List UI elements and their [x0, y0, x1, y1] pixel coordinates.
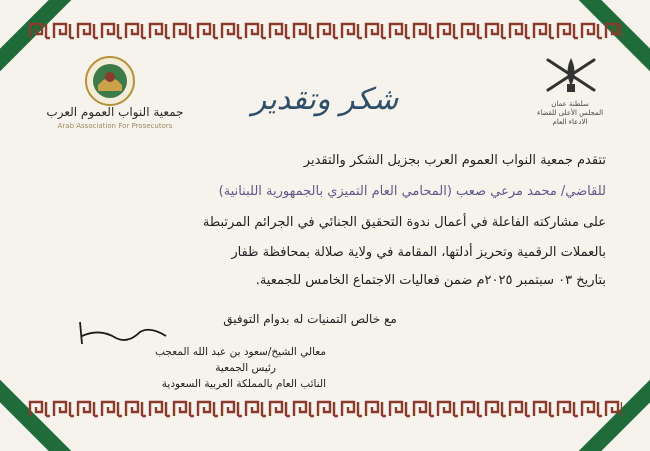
body-line-honoree: للقاضي/ محمد مرعي صعب (المحامي العام التميزي بالجمهورية اللبنانية) — [218, 184, 606, 199]
organization-name-english: Arab Association For Prosecutors — [57, 122, 173, 130]
signer-name: معالي الشيخ/سعود بن عبد الله المعجب — [155, 346, 326, 358]
body-line-1: تتقدم جمعية النواب العموم العرب بجزيل الشكر والتقدير — [303, 153, 606, 168]
signer-position: رئيس الجمعية — [215, 362, 276, 374]
signer-role: النائب العام بالمملكة العربية السعودية — [161, 378, 326, 390]
decorative-border-bottom — [28, 398, 622, 420]
association-logo-icon — [84, 55, 136, 107]
handwritten-signature — [70, 318, 180, 348]
body-line-5: بتاريخ ٠٣ سبتمبر ٢٠٢٥م ضمن فعاليات الاجتماع الخامس للجمعية. — [255, 273, 606, 288]
decorative-border-top — [28, 20, 622, 42]
certificate-title: شكر وتقدير — [251, 82, 399, 117]
organization-name-arabic: جمعية النواب العموم العرب — [46, 105, 184, 119]
government-emblem-caption: سلطنة عمان المجلس الأعلى للقضاء الادعاء العام — [536, 100, 604, 126]
body-line-4: بالعملات الرقمية وتحريز أدلتها، المقامة في ولاية صلالة بمحافظة ظفار — [231, 245, 606, 260]
oman-emblem-icon — [538, 52, 604, 98]
closing-wishes: مع خالص التمنيات له بدوام التوفيق — [223, 312, 397, 326]
body-line-3: على مشاركته الفاعلة في أعمال ندوة التحقيق الجنائي في الجرائم المرتبطة — [202, 215, 606, 230]
